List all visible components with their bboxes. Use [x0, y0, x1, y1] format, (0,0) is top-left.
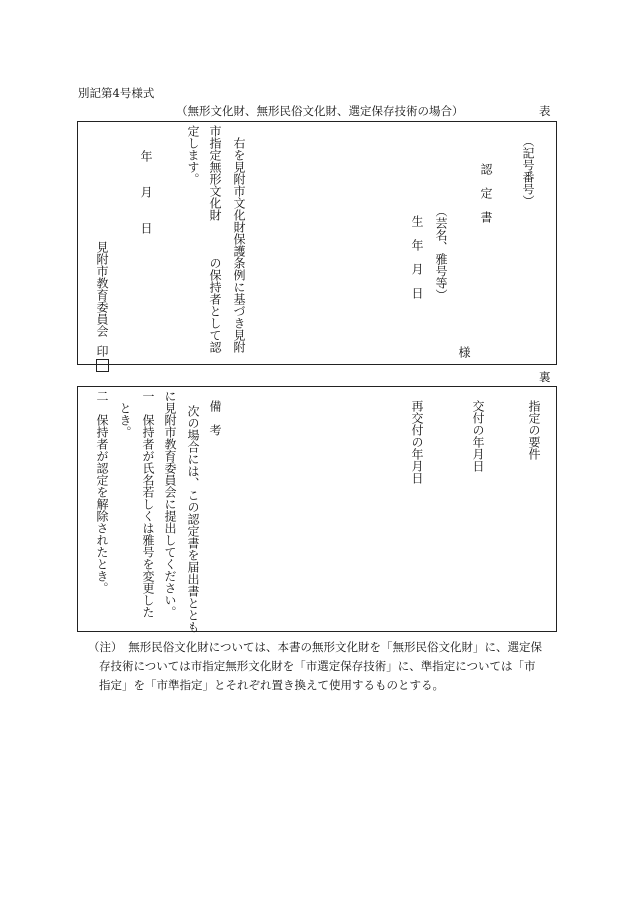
official-seal: 印	[95, 345, 109, 372]
body-line-3: 定します。	[186, 125, 200, 185]
record-number: （記号番号）	[521, 135, 535, 207]
reissue-date-field: 再交付の年月日	[410, 400, 424, 484]
note-line-2: 存技術については市指定無形文化財を「市選定保存技術」に、準指定については「市	[99, 659, 536, 673]
remarks-item-1-line-1: 一 保持者が氏名若しくは雅号を変更した	[141, 390, 155, 618]
remarks-item-2: 二 保持者が認定を解除されたとき。	[95, 390, 109, 594]
body-line-1: 右を見附市文化財保護条例に基づき見附	[232, 137, 246, 353]
remarks-heading: 備 考	[208, 400, 222, 436]
requirements: 指定の要件	[527, 400, 541, 460]
form-subtitle: （無形文化財、無形民俗文化財、選定保存技術の場合）	[176, 104, 464, 118]
certificate-title: 認 定 書	[479, 163, 493, 223]
form-number: 別記第4号様式	[78, 86, 155, 100]
issue-date-field: 交付の年月日	[471, 400, 485, 472]
remarks-item-1-line-2: とき。	[118, 402, 132, 438]
remarks-line-1: 次の場合には、この認定書を届出書ととも	[186, 405, 200, 633]
seal-box-icon	[96, 359, 109, 372]
remarks-line-2: に見附市教育委員会に提出してください。	[163, 390, 177, 618]
stage-name: （芸名、雅号等）	[434, 205, 448, 301]
issuer: 見附市教育委員会	[95, 241, 109, 337]
note-line-1: （注） 無形民俗文化財については、本書の無形文化財を「無形民俗文化財」に、選定保	[88, 640, 543, 654]
honorific: 様	[457, 346, 471, 358]
front-label: 表	[539, 104, 551, 118]
birth-date: 生 年 月 日	[410, 215, 424, 299]
note-line-3: 指定」を「市準指定」とそれぞれ置き換えて使用するものとする。	[99, 678, 444, 692]
back-label: 裏	[539, 370, 551, 384]
body-line-2: 市指定無形文化財 の保持者として認	[208, 125, 222, 353]
issue-date: 年 月 日	[139, 150, 153, 234]
